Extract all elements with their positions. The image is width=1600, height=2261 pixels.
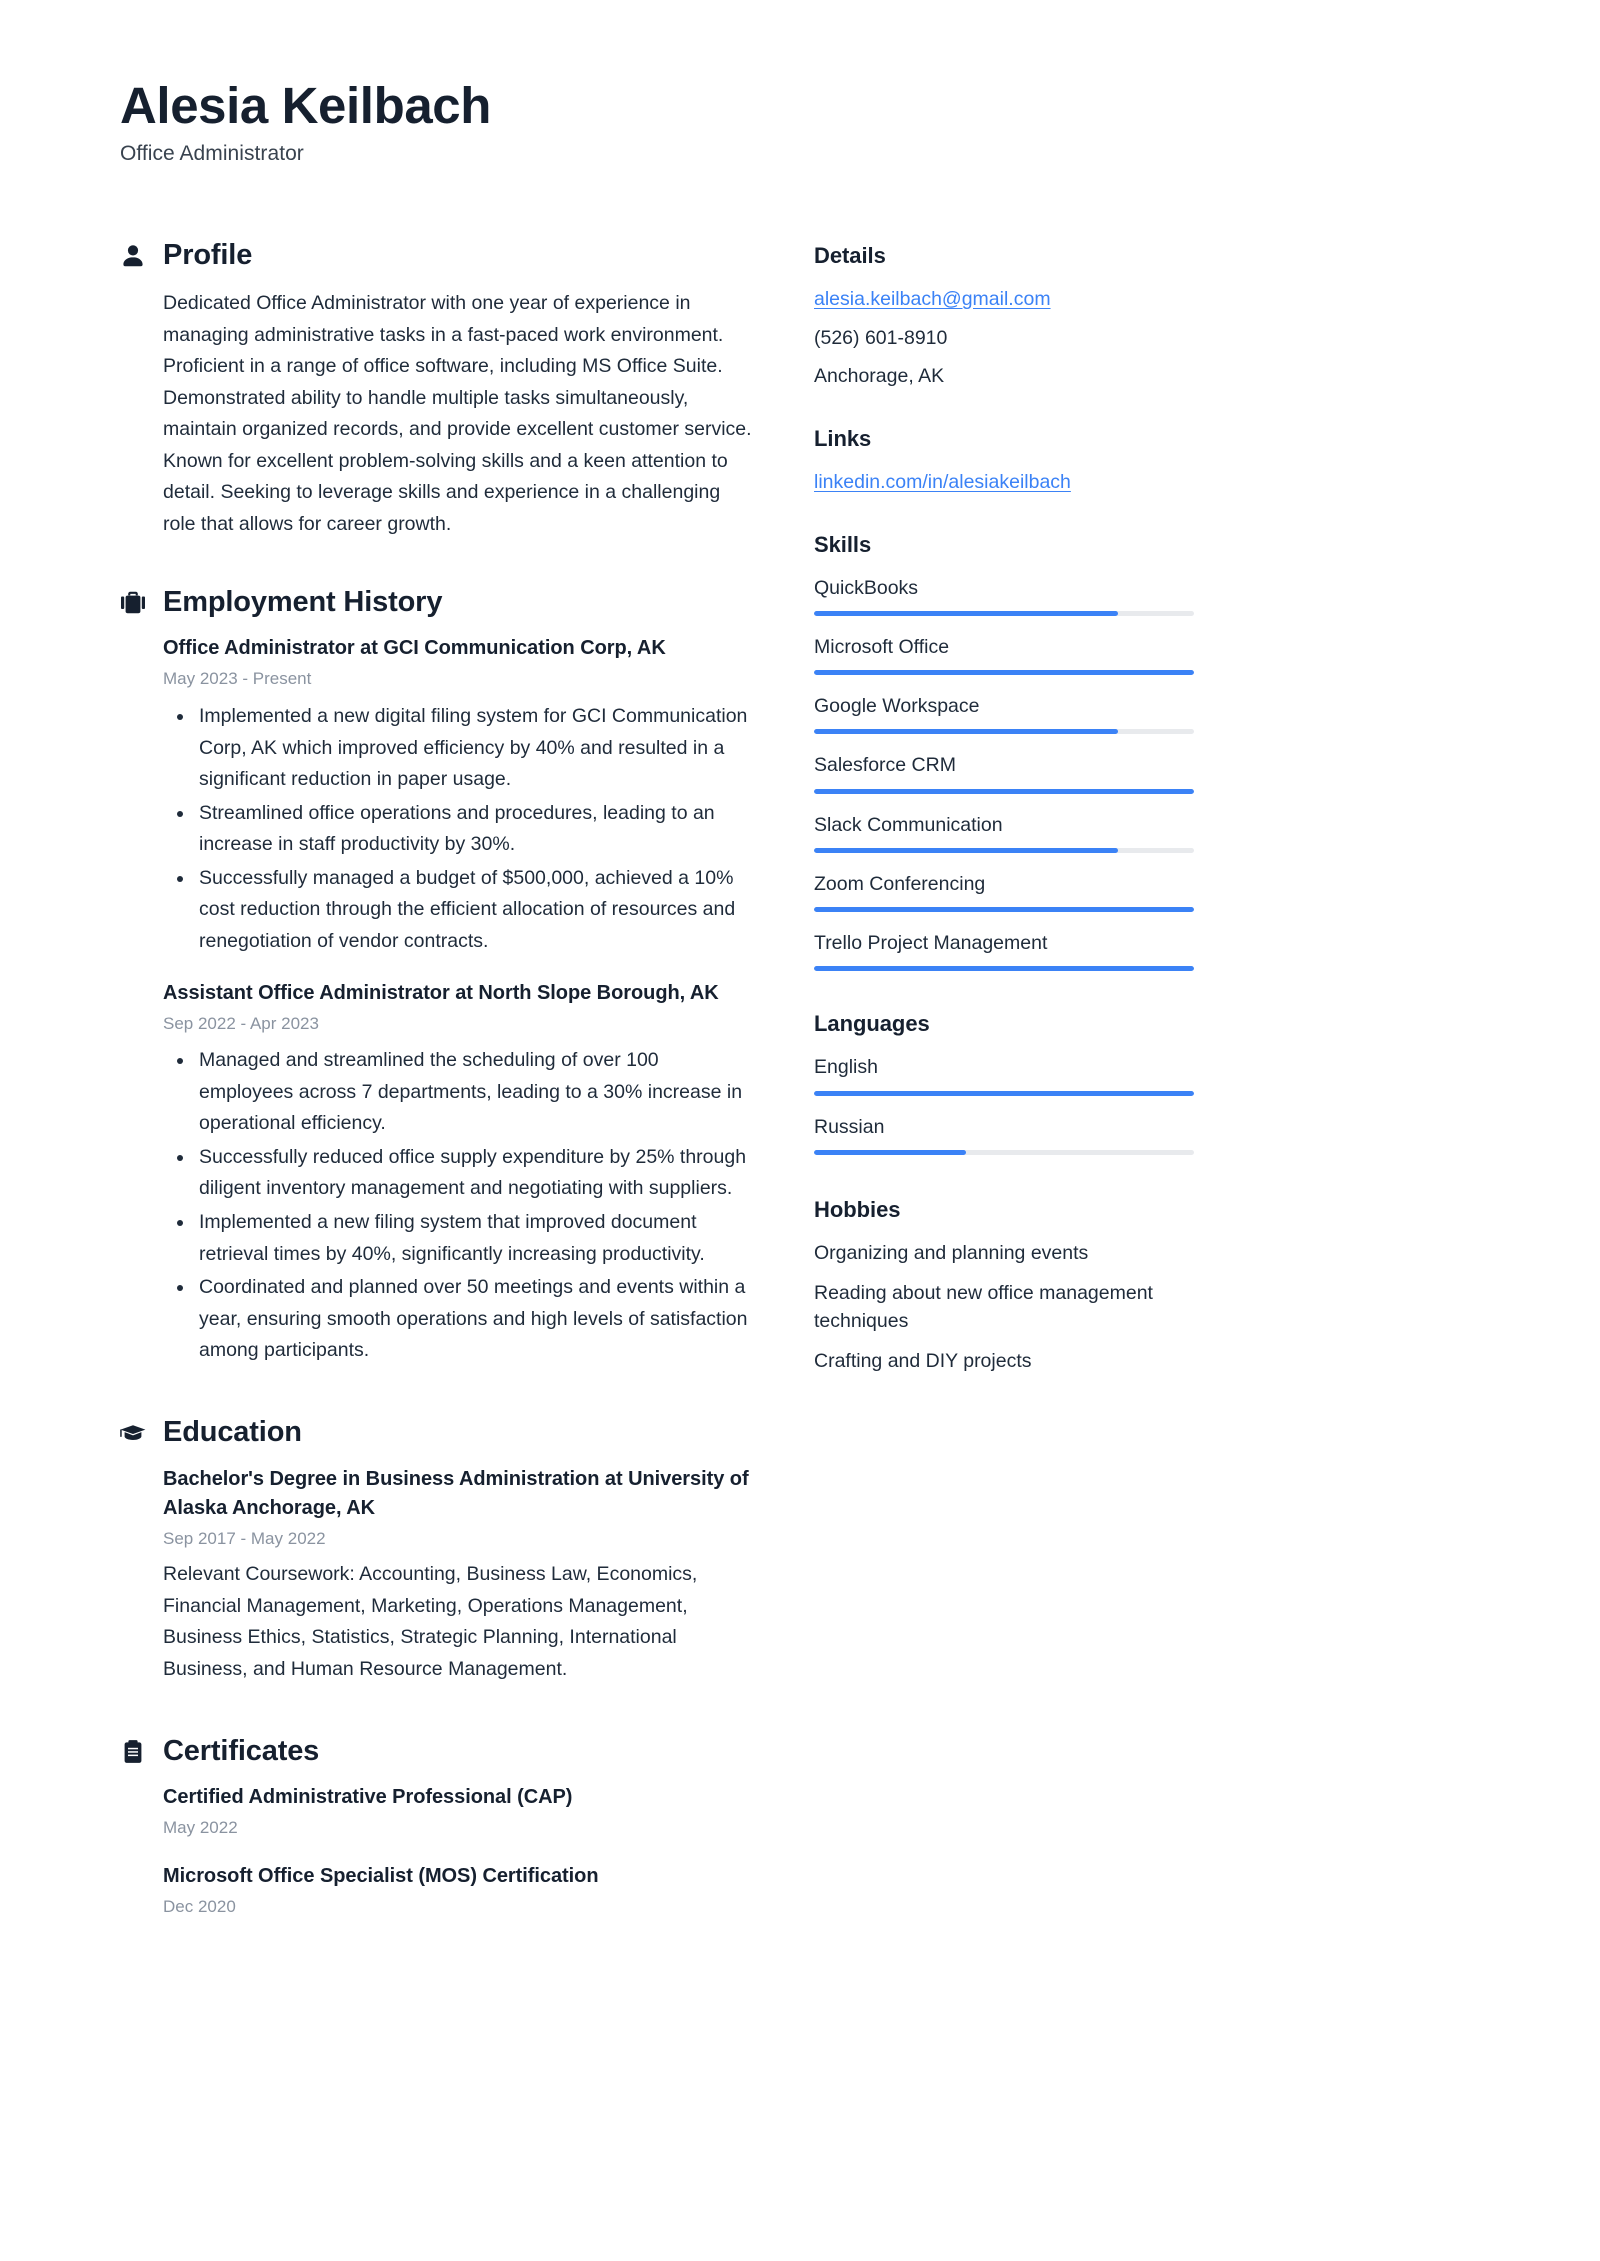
skill-item [814, 633, 1196, 675]
main-column [120, 240, 752, 1929]
phone-text: (526) 601-8910 [814, 326, 948, 349]
sidebar-details [814, 243, 1196, 392]
skill-rating-fill [814, 789, 1194, 794]
skill-rating-fill [814, 611, 1118, 616]
skill-rating-fill [814, 670, 1194, 675]
sidebar-details-title: Details [814, 243, 886, 269]
skill-label: QuickBooks [814, 576, 919, 599]
skill-item [814, 751, 1196, 793]
list-item: Successfully reduced office supply expenditure by 25% through diligent inventory management and negotiating with suppliers. [197, 1142, 752, 1205]
list-item: Implemented a new filing system that improved document retrieval times by 40%, significantly increasing productivity. [197, 1207, 752, 1270]
language-label: Russian [814, 1115, 885, 1138]
sidebar-hobbies [814, 1197, 1196, 1376]
language-rating-track [814, 1150, 1194, 1155]
language-item [814, 1053, 1196, 1095]
employment-entry-bullets [163, 701, 752, 958]
section-profile [120, 240, 752, 541]
email-link[interactable]: alesia.keilbach@gmail.com [814, 288, 1051, 311]
candidate-job-title: Office Administrator [120, 142, 304, 166]
skill-item [814, 574, 1196, 616]
hobby-item: Reading about new office management techniques [814, 1281, 1153, 1333]
skill-rating-fill [814, 848, 1118, 853]
sidebar-links [814, 426, 1196, 498]
skill-rating-track [814, 966, 1194, 971]
clipboard-icon [120, 1738, 146, 1766]
language-rating-fill [814, 1150, 966, 1155]
sidebar-languages [814, 1011, 1196, 1155]
education-entry-title: Bachelor's Degree in Business Administration at University of Alaska Anchorage, AK [163, 1467, 749, 1519]
skill-item [814, 870, 1196, 912]
skill-rating-track [814, 789, 1194, 794]
language-item [814, 1113, 1196, 1155]
skill-label: Google Workspace [814, 695, 980, 718]
sidebar-hobbies-title: Hobbies [814, 1196, 901, 1222]
employment-entry-date: Sep 2022 - Apr 2023 [163, 1013, 319, 1033]
list-item: Successfully managed a budget of $500,000, achieved a 10% cost reduction through the efficient allocation of resources and renegotiation of vendor contracts. [197, 863, 752, 958]
skill-rating-track [814, 611, 1194, 616]
section-education-header [120, 1417, 752, 1449]
section-education-title: Education [163, 1415, 302, 1448]
employment-entry [163, 979, 752, 1367]
skill-label: Trello Project Management [814, 932, 1048, 955]
certificate-entry-date: Dec 2020 [163, 1896, 236, 1916]
employment-entry-bullets [163, 1045, 752, 1367]
certificate-entry [163, 1862, 752, 1920]
employment-entry [163, 634, 752, 957]
section-certificates-title: Certificates [163, 1734, 320, 1767]
skill-rating-track [814, 729, 1194, 734]
certificate-entry [163, 1783, 752, 1841]
skill-rating-fill [814, 729, 1118, 734]
section-employment-body [120, 634, 752, 1366]
linkedin-link[interactable]: linkedin.com/in/alesiakeilbach [814, 470, 1071, 493]
certificate-entry-title: Microsoft Office Specialist (MOS) Certification [163, 1864, 599, 1887]
sidebar [814, 240, 1196, 1410]
skill-rating-fill [814, 966, 1194, 971]
location-text: Anchorage, AK [814, 365, 945, 388]
skill-rating-track [814, 848, 1194, 853]
skill-rating-track [814, 907, 1194, 912]
section-certificates-body [120, 1783, 752, 1919]
employment-entry-date: May 2023 - Present [163, 669, 312, 689]
skill-label: Salesforce CRM [814, 754, 956, 777]
candidate-name: Alesia Keilbach [120, 77, 491, 134]
section-employment [120, 587, 752, 1367]
employment-entry-title: Assistant Office Administrator at North Slope Borough, AK [163, 981, 719, 1004]
language-rating-track [814, 1091, 1194, 1096]
section-certificates [120, 1736, 752, 1920]
skill-item [814, 811, 1196, 853]
employment-entry-title: Office Administrator at GCI Communication Corp, AK [163, 637, 666, 660]
person-icon [120, 242, 146, 270]
skill-item [814, 929, 1196, 971]
list-item: Implemented a new digital filing system for GCI Communication Corp, AK which improved efficiency by 40% and resulted in a significant reduction in paper usage. [197, 701, 752, 796]
resume-body [120, 240, 1480, 1929]
sidebar-links-title: Links [814, 425, 872, 451]
resume-header [120, 78, 1480, 166]
certificate-entry-title: Certified Administrative Professional (CAP) [163, 1786, 573, 1809]
list-item: Coordinated and planned over 50 meetings and events within a year, ensuring smooth operations and high levels of satisfaction among participants. [197, 1272, 752, 1367]
section-certificates-header [120, 1736, 752, 1768]
section-education [120, 1417, 752, 1686]
hobby-item: Organizing and planning events [814, 1241, 1089, 1264]
skill-label: Zoom Conferencing [814, 872, 986, 895]
skill-item [814, 692, 1196, 734]
briefcase-icon [120, 589, 146, 617]
list-item: Streamlined office operations and procedures, leading to an increase in staff productivity by 30%. [197, 798, 752, 861]
education-entry [163, 1465, 752, 1686]
certificate-entry-date: May 2022 [163, 1818, 238, 1838]
skill-rating-track [814, 670, 1194, 675]
section-profile-header [120, 240, 752, 272]
section-profile-title: Profile [163, 239, 253, 272]
section-employment-header [120, 587, 752, 619]
education-entry-description: Relevant Coursework: Accounting, Business Law, Economics, Financial Management, Marketing, Operations Management, Business Ethics, Statistics, Strategic Planning, International Business, and Human Resource Management. [163, 1563, 698, 1681]
sidebar-languages-title: Languages [814, 1011, 930, 1037]
skill-rating-fill [814, 907, 1194, 912]
section-profile-body [120, 288, 752, 541]
language-rating-fill [814, 1091, 1194, 1096]
profile-text: Dedicated Office Administrator with one year of experience in managing administrative tasks in a fast-paced work environment. Proficient in a range of office software, including MS Office Suite. Demonstrated ability to handle multiple tasks simultaneously, maintain organized records, and provide excellent customer service. Known for excellent problem-solving skills and a keen attention to detail. Seeking to leverage skills and experience in a challenging role that allows for career growth. [163, 291, 752, 536]
sidebar-skills-title: Skills [814, 531, 872, 557]
hobby-item: Crafting and DIY projects [814, 1349, 1032, 1372]
skill-label: Slack Communication [814, 813, 1003, 836]
section-education-body [120, 1465, 752, 1686]
language-label: English [814, 1056, 878, 1079]
list-item: Managed and streamlined the scheduling of over 100 employees across 7 departments, leading to a 30% increase in operational efficiency. [197, 1045, 752, 1140]
skill-label: Microsoft Office [814, 635, 950, 658]
sidebar-skills [814, 532, 1196, 972]
graduation-cap-icon [120, 1419, 146, 1447]
section-employment-title: Employment History [163, 585, 443, 618]
education-entry-date: Sep 2017 - May 2022 [163, 1528, 326, 1548]
